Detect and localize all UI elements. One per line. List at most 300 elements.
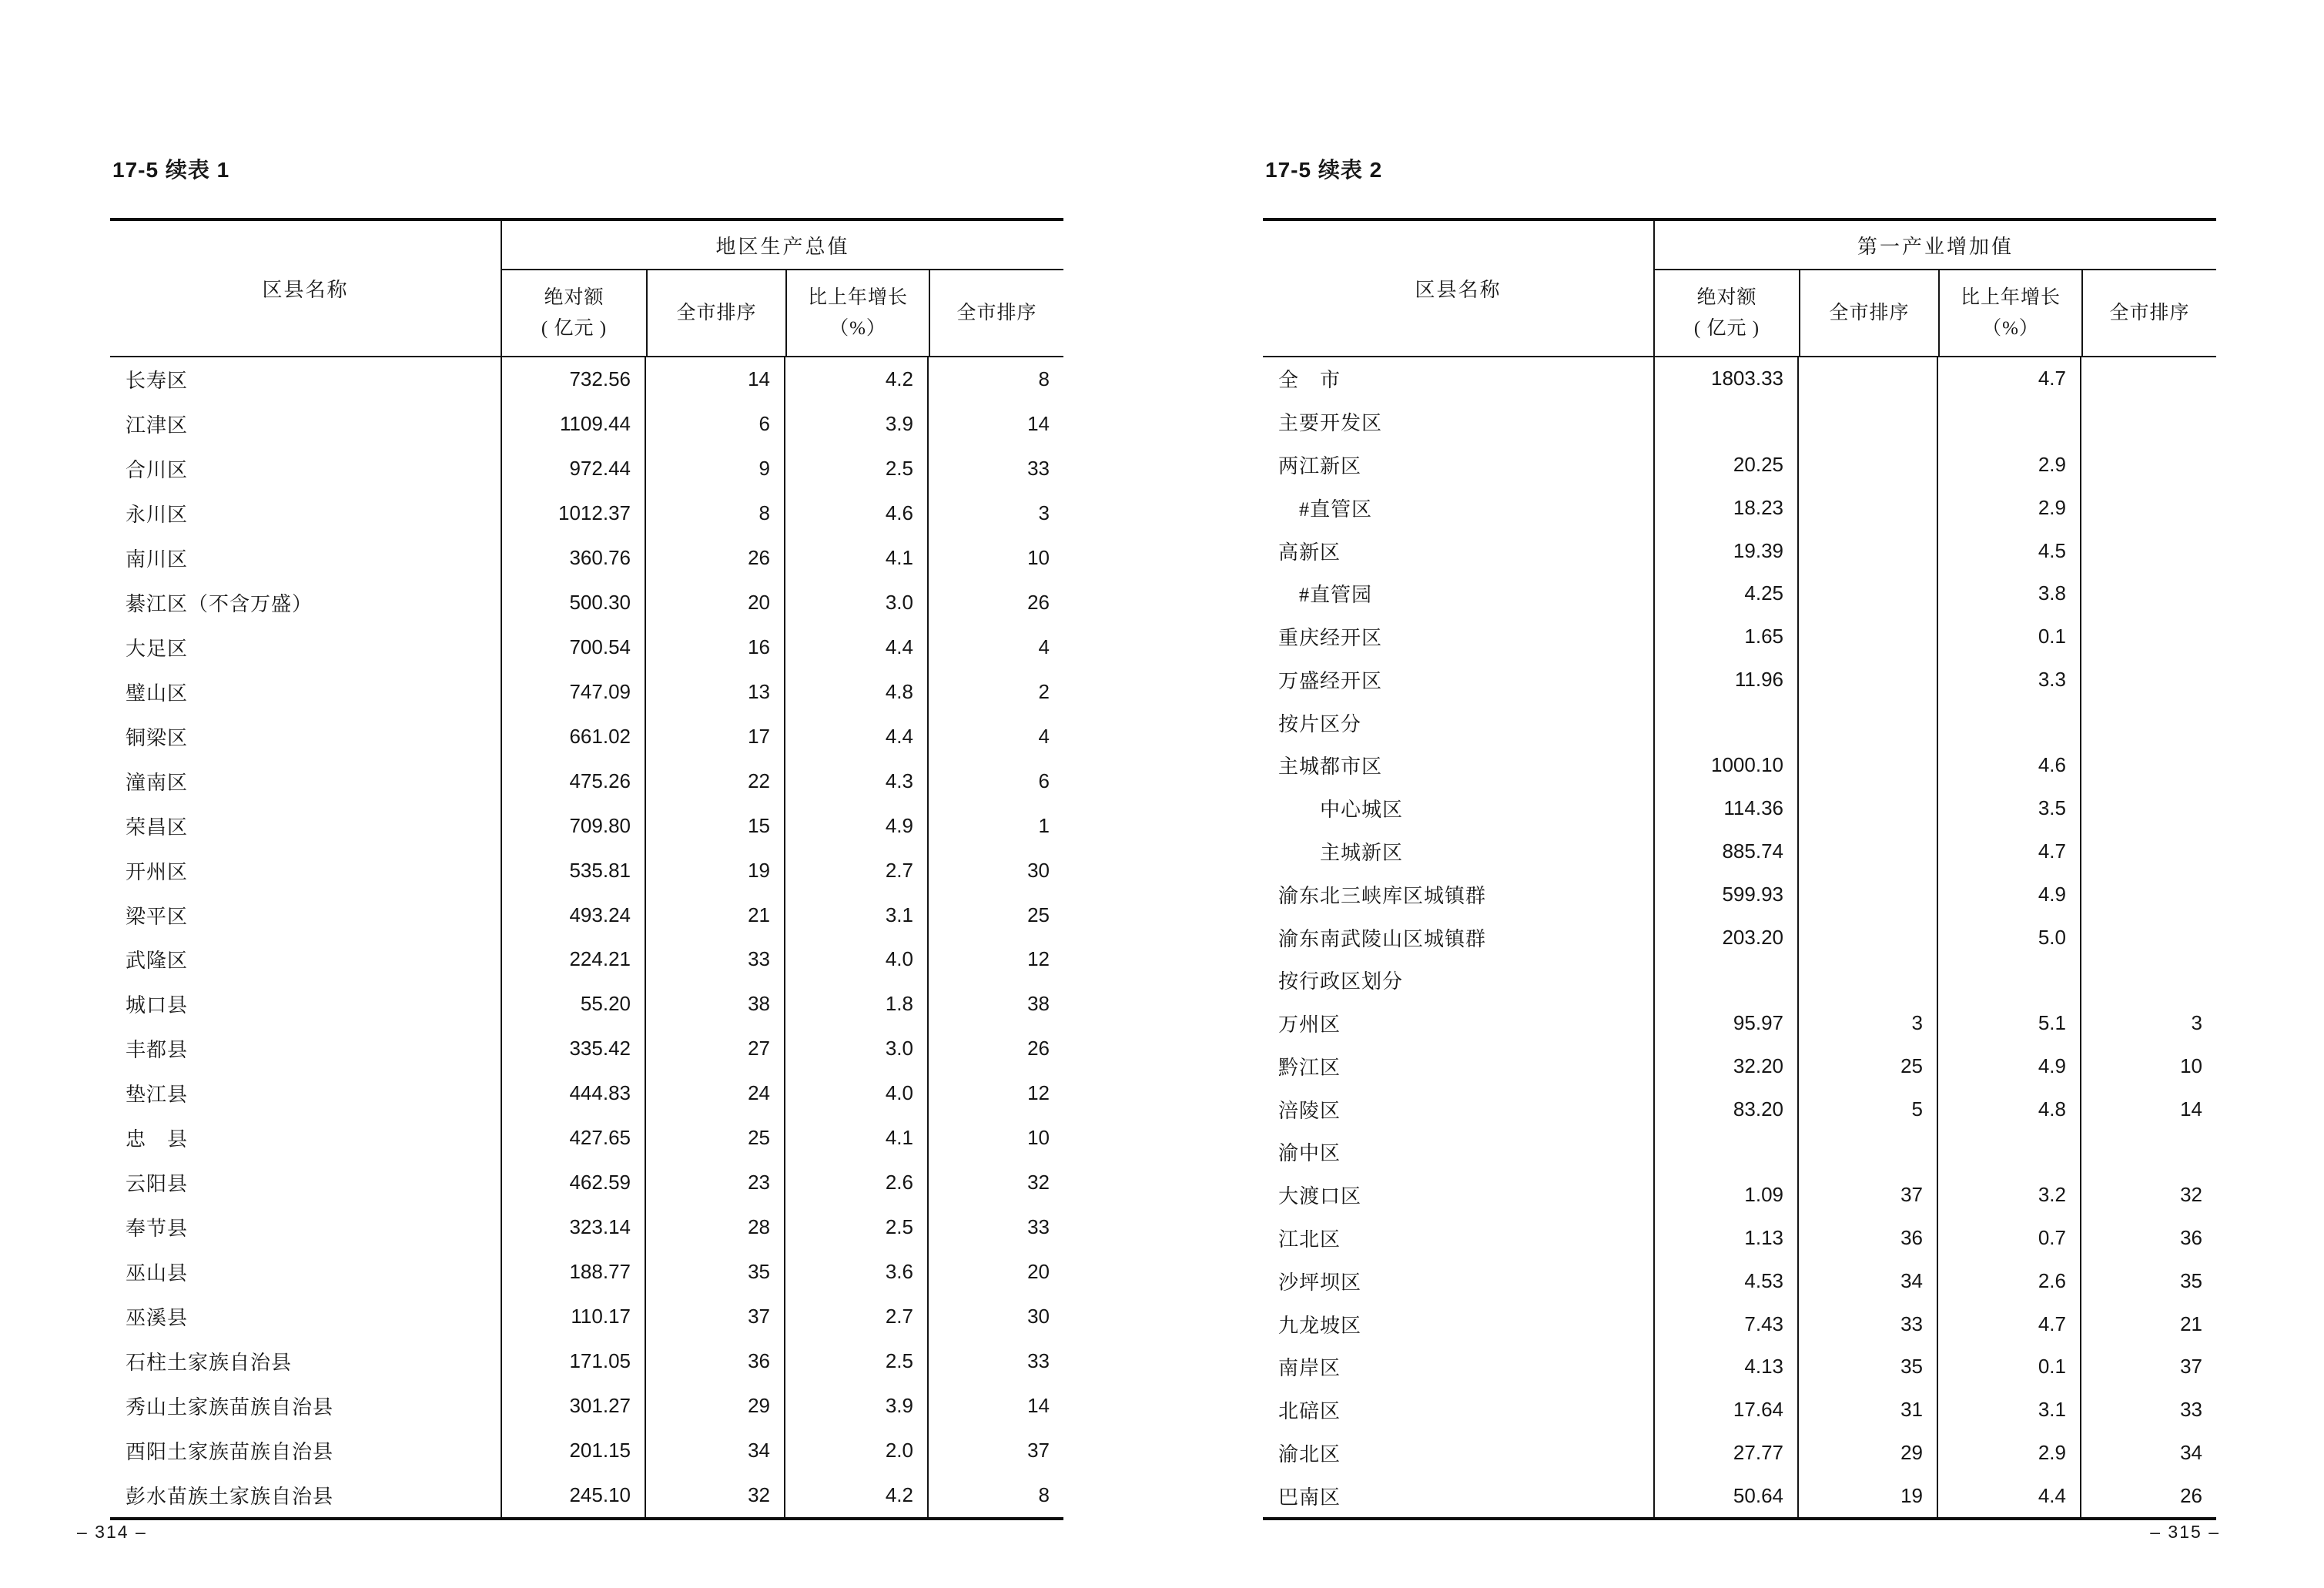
cell-city-rank [1797, 787, 1937, 830]
primary-industry-table [1263, 218, 2216, 1520]
cell-growth: 4.1 [784, 536, 927, 581]
row-region-name: 丰都县 [126, 1039, 189, 1062]
cell-absolute-value: 535.81 [501, 848, 645, 893]
cell-absolute-value: 1000.10 [1653, 744, 1797, 787]
table-row [1263, 1045, 2216, 1088]
cell-city-rank [1797, 873, 1937, 916]
cell-growth: 4.9 [1937, 1045, 2080, 1088]
cell-city-rank: 28 [645, 1205, 784, 1250]
cell-growth: 2.9 [1937, 486, 2080, 529]
cell-city-rank: 19 [645, 848, 784, 893]
cell-city-rank [1797, 357, 1937, 400]
cell-city-rank [1797, 658, 1937, 701]
row-region-name: 开州区 [126, 860, 189, 883]
table-row [110, 1294, 1063, 1338]
row-region-name: 万盛经开区 [1278, 669, 1383, 692]
group-column [501, 221, 1063, 356]
cell-growth: 4.2 [784, 357, 927, 402]
cell-absolute-value: 4.13 [1653, 1345, 1797, 1389]
cell-city-rank [2080, 357, 2216, 400]
cell-city-rank: 10 [927, 536, 1063, 581]
cell-city-rank: 8 [645, 491, 784, 536]
cell-city-rank: 23 [645, 1161, 784, 1205]
cell-city-rank: 3 [2080, 1002, 2216, 1045]
table-row [1263, 658, 2216, 701]
cell-growth: 4.2 [784, 1472, 927, 1517]
cell-growth: 3.3 [1937, 658, 2080, 701]
table-row [110, 1383, 1063, 1428]
row-region-name: 秀山土家族苗族自治县 [126, 1395, 334, 1419]
cell-city-rank: 26 [2080, 1474, 2216, 1517]
cell-city-rank [1797, 1131, 1937, 1174]
table-row [1263, 1087, 2216, 1131]
cell-city-rank: 8 [927, 357, 1063, 402]
cell-absolute-value: 972.44 [501, 447, 645, 491]
row-region-name: 九龙坡区 [1278, 1314, 1362, 1337]
cell-city-rank [2080, 830, 2216, 873]
cell-city-rank: 4 [927, 714, 1063, 759]
row-region-name: 綦江区（不含万盛） [126, 593, 313, 616]
header-line: 比上年增长 [807, 286, 908, 308]
row-region-name: 渝东南武陵山区城镇群 [1278, 927, 1487, 950]
cell-absolute-value: 747.09 [501, 669, 645, 714]
cell-city-rank: 33 [927, 1338, 1063, 1383]
table-row [110, 402, 1063, 447]
cell-city-rank: 32 [645, 1472, 784, 1517]
cell-growth: 4.7 [1937, 830, 2080, 873]
cell-city-rank: 26 [927, 1027, 1063, 1071]
group-column [1653, 221, 2216, 356]
table-row [110, 491, 1063, 536]
column-header-region-name: 区县名称 [262, 279, 349, 301]
table-row [110, 1161, 1063, 1205]
table-row [1263, 400, 2216, 444]
cell-absolute-value: 1.09 [1653, 1174, 1797, 1217]
cell-city-rank [1797, 744, 1937, 787]
cell-absolute-value: 11.96 [1653, 658, 1797, 701]
cell-growth: 0.7 [1937, 1217, 2080, 1260]
table-row [1263, 572, 2216, 615]
cell-growth: 3.2 [1937, 1174, 2080, 1217]
cell-city-rank: 38 [927, 982, 1063, 1027]
row-region-name: 石柱土家族自治县 [126, 1351, 293, 1374]
row-region-name: 重庆经开区 [1278, 627, 1383, 650]
group-header: 地区生产总值 [502, 221, 1063, 270]
cell-city-rank: 34 [1797, 1259, 1937, 1302]
table-header [110, 221, 1063, 357]
cell-city-rank: 37 [1797, 1174, 1937, 1217]
cell-growth: 4.4 [1937, 1474, 2080, 1517]
header-line: ( 亿元 ) [1693, 317, 1760, 339]
table-row [1263, 916, 2216, 959]
cell-city-rank: 26 [927, 581, 1063, 625]
header-line: 绝对额 [544, 286, 604, 308]
cell-growth: 4.8 [1937, 1087, 2080, 1131]
cell-city-rank: 19 [1797, 1474, 1937, 1517]
table-row [110, 759, 1063, 803]
cell-growth: 5.1 [1937, 1002, 2080, 1045]
cell-city-rank: 33 [1797, 1302, 1937, 1345]
cell-city-rank: 16 [645, 625, 784, 670]
column-header-absolute-value [502, 270, 646, 356]
cell-city-rank: 3 [1797, 1002, 1937, 1045]
row-region-name: #直管园 [1278, 584, 1373, 607]
cell-absolute-value: 50.64 [1653, 1474, 1797, 1517]
table-row [1263, 959, 2216, 1002]
cell-city-rank: 21 [645, 893, 784, 937]
cell-city-rank: 20 [927, 1249, 1063, 1294]
cell-city-rank: 38 [645, 982, 784, 1027]
cell-absolute-value: 201.15 [501, 1428, 645, 1472]
table-title: 17-5 续表 1 [112, 158, 230, 182]
cell-absolute-value: 17.64 [1653, 1389, 1797, 1432]
gdp-table [110, 218, 1063, 1520]
row-region-name: 按行政区划分 [1278, 970, 1404, 993]
table-row [110, 1428, 1063, 1472]
cell-growth: 3.9 [784, 402, 927, 447]
cell-absolute-value: 83.20 [1653, 1087, 1797, 1131]
column-header-city-rank [646, 270, 785, 356]
cell-city-rank: 14 [927, 1383, 1063, 1428]
cell-absolute-value: 599.93 [1653, 873, 1797, 916]
row-region-name: 巴南区 [1278, 1486, 1341, 1509]
cell-city-rank [2080, 658, 2216, 701]
cell-growth: 2.9 [1937, 1432, 2080, 1475]
cell-city-rank: 5 [1797, 1087, 1937, 1131]
cell-growth: 4.7 [1937, 1302, 2080, 1345]
cell-absolute-value: 427.65 [501, 1116, 645, 1161]
row-region-name: 梁平区 [126, 905, 189, 928]
table-body [1263, 357, 2216, 1517]
cell-city-rank: 27 [645, 1027, 784, 1071]
cell-growth [1937, 1131, 2080, 1174]
table-row [110, 1027, 1063, 1071]
table-row [110, 447, 1063, 491]
row-region-name: 涪陵区 [1278, 1099, 1341, 1122]
cell-absolute-value: 444.83 [501, 1071, 645, 1116]
cell-city-rank [1797, 916, 1937, 959]
table-title: 17-5 续表 2 [1265, 158, 1383, 182]
cell-city-rank: 30 [927, 848, 1063, 893]
cell-absolute-value: 700.54 [501, 625, 645, 670]
cell-absolute-value: 323.14 [501, 1205, 645, 1250]
cell-city-rank [2080, 916, 2216, 959]
table-row [110, 1472, 1063, 1517]
page-number: – 314 – [77, 1522, 147, 1542]
column-header-growth [785, 270, 929, 356]
table-header [1263, 221, 2216, 357]
table-row [1263, 1345, 2216, 1389]
cell-growth: 2.5 [784, 447, 927, 491]
cell-city-rank: 13 [645, 669, 784, 714]
cell-growth [1937, 959, 2080, 1002]
cell-growth: 2.7 [784, 848, 927, 893]
cell-absolute-value: 493.24 [501, 893, 645, 937]
cell-city-rank [2080, 787, 2216, 830]
row-region-name: 全 市 [1278, 369, 1341, 392]
header-line: 比上年增长 [1960, 286, 2061, 308]
cell-city-rank: 14 [927, 402, 1063, 447]
cell-city-rank [2080, 572, 2216, 615]
cell-city-rank: 25 [1797, 1045, 1937, 1088]
table-row [1263, 873, 2216, 916]
cell-city-rank [2080, 701, 2216, 744]
table-row [1263, 615, 2216, 658]
cell-city-rank: 24 [645, 1071, 784, 1116]
cell-city-rank [2080, 529, 2216, 572]
row-region-name: 合川区 [126, 459, 189, 482]
row-region-name: 南川区 [126, 548, 189, 571]
cell-absolute-value [1653, 400, 1797, 444]
table-row [110, 625, 1063, 670]
cell-absolute-value: 462.59 [501, 1161, 645, 1205]
header-line: （%） [1982, 317, 2039, 339]
row-region-name: 巫山县 [126, 1261, 189, 1285]
row-region-name: 荣昌区 [126, 816, 189, 839]
cell-absolute-value: 335.42 [501, 1027, 645, 1071]
cell-city-rank: 12 [927, 1071, 1063, 1116]
cell-absolute-value: 1.65 [1653, 615, 1797, 658]
cell-growth [1937, 400, 2080, 444]
row-region-name: 主城新区 [1278, 841, 1404, 864]
table-row [110, 1338, 1063, 1383]
column-header-absolute-value [1655, 270, 1799, 356]
cell-growth: 3.1 [784, 893, 927, 937]
cell-growth: 1.8 [784, 982, 927, 1027]
cell-city-rank: 15 [645, 803, 784, 848]
row-region-name: 主要开发区 [1278, 412, 1383, 435]
cell-city-rank: 33 [2080, 1389, 2216, 1432]
header-line: 绝对额 [1696, 286, 1757, 308]
table-row [1263, 444, 2216, 487]
row-region-name: 垫江县 [126, 1084, 189, 1107]
row-region-name: #直管区 [1278, 498, 1373, 521]
cell-city-rank: 36 [1797, 1217, 1937, 1260]
cell-city-rank: 30 [927, 1294, 1063, 1338]
cell-city-rank [1797, 529, 1937, 572]
cell-city-rank: 36 [2080, 1217, 2216, 1260]
cell-absolute-value: 55.20 [501, 982, 645, 1027]
cell-city-rank [2080, 400, 2216, 444]
row-region-name: 城口县 [126, 994, 189, 1017]
cell-city-rank: 22 [645, 759, 784, 803]
cell-city-rank: 35 [2080, 1259, 2216, 1302]
cell-city-rank: 20 [645, 581, 784, 625]
row-region-name: 酉阳土家族苗族自治县 [126, 1440, 334, 1463]
page-right [1162, 0, 2324, 1588]
column-header-region-name: 区县名称 [1415, 279, 1502, 301]
row-region-name: 武隆区 [126, 950, 189, 973]
table-row [110, 1116, 1063, 1161]
cell-absolute-value: 1803.33 [1653, 357, 1797, 400]
cell-absolute-value: 110.17 [501, 1294, 645, 1338]
row-region-name: 渝北区 [1278, 1442, 1341, 1466]
table-row [1263, 1259, 2216, 1302]
cell-absolute-value: 20.25 [1653, 444, 1797, 487]
row-region-name: 彭水苗族土家族自治县 [126, 1485, 334, 1508]
table-row [110, 982, 1063, 1027]
row-region-name: 大足区 [126, 637, 189, 660]
row-region-name: 奉节县 [126, 1217, 189, 1240]
cell-absolute-value: 171.05 [501, 1338, 645, 1383]
cell-growth: 4.0 [784, 1071, 927, 1116]
cell-absolute-value: 7.43 [1653, 1302, 1797, 1345]
cell-absolute-value: 188.77 [501, 1249, 645, 1294]
cell-city-rank: 37 [645, 1294, 784, 1338]
table-row [110, 1249, 1063, 1294]
cell-absolute-value: 32.20 [1653, 1045, 1797, 1088]
cell-city-rank [2080, 959, 2216, 1002]
table-row [110, 357, 1063, 402]
table-row [1263, 1174, 2216, 1217]
cell-growth: 3.6 [784, 1249, 927, 1294]
table-row [110, 893, 1063, 937]
cell-growth: 2.9 [1937, 444, 2080, 487]
cell-city-rank [2080, 1131, 2216, 1174]
cell-city-rank: 17 [645, 714, 784, 759]
cell-absolute-value: 114.36 [1653, 787, 1797, 830]
cell-growth: 2.7 [784, 1294, 927, 1338]
cell-city-rank: 2 [927, 669, 1063, 714]
table-body [110, 357, 1063, 1517]
row-region-name: 按片区分 [1278, 712, 1362, 735]
row-region-name: 两江新区 [1278, 454, 1362, 477]
table-row [1263, 830, 2216, 873]
cell-absolute-value: 19.39 [1653, 529, 1797, 572]
table-row [110, 1071, 1063, 1116]
cell-growth: 3.1 [1937, 1389, 2080, 1432]
cell-city-rank [1797, 830, 1937, 873]
table-row [1263, 701, 2216, 744]
cell-growth: 4.7 [1937, 357, 2080, 400]
cell-absolute-value: 360.76 [501, 536, 645, 581]
row-region-name: 江北区 [1278, 1228, 1341, 1251]
cell-city-rank [2080, 444, 2216, 487]
cell-city-rank [1797, 400, 1937, 444]
row-region-name: 南岸区 [1278, 1357, 1341, 1380]
cell-absolute-value: 1.13 [1653, 1217, 1797, 1260]
cell-growth: 5.0 [1937, 916, 2080, 959]
cell-absolute-value: 885.74 [1653, 830, 1797, 873]
cell-city-rank: 37 [927, 1428, 1063, 1472]
column-header-city-rank [2081, 270, 2216, 356]
cell-city-rank: 4 [927, 625, 1063, 670]
row-region-name: 高新区 [1278, 541, 1341, 564]
cell-absolute-value: 1109.44 [501, 402, 645, 447]
cell-growth: 4.4 [784, 625, 927, 670]
cell-city-rank: 35 [645, 1249, 784, 1294]
cell-absolute-value: 475.26 [501, 759, 645, 803]
cell-city-rank [2080, 486, 2216, 529]
cell-city-rank: 6 [645, 402, 784, 447]
header-line: ( 亿元 ) [541, 317, 608, 339]
table-row [1263, 1131, 2216, 1174]
row-region-name: 巫溪县 [126, 1306, 189, 1329]
cell-growth: 2.0 [784, 1428, 927, 1472]
table-row [1263, 787, 2216, 830]
column-header-city-rank [929, 270, 1063, 356]
sub-header-row [502, 270, 1063, 356]
table-row [110, 848, 1063, 893]
cell-growth: 2.5 [784, 1205, 927, 1250]
cell-city-rank [1797, 701, 1937, 744]
cell-absolute-value: 301.27 [501, 1383, 645, 1428]
cell-city-rank: 10 [927, 1116, 1063, 1161]
cell-absolute-value [1653, 959, 1797, 1002]
cell-absolute-value: 27.77 [1653, 1432, 1797, 1475]
cell-city-rank: 8 [927, 1472, 1063, 1517]
cell-absolute-value: 245.10 [501, 1472, 645, 1517]
table-row [1263, 744, 2216, 787]
table-row [1263, 1474, 2216, 1517]
cell-city-rank: 33 [927, 1205, 1063, 1250]
cell-growth: 3.9 [784, 1383, 927, 1428]
table-row [1263, 1432, 2216, 1475]
sub-header-row [1655, 270, 2216, 356]
cell-growth: 4.1 [784, 1116, 927, 1161]
cell-city-rank: 32 [927, 1161, 1063, 1205]
cell-city-rank: 25 [927, 893, 1063, 937]
cell-city-rank [1797, 615, 1937, 658]
cell-growth: 4.6 [784, 491, 927, 536]
table-row [110, 803, 1063, 848]
cell-growth: 4.5 [1937, 529, 2080, 572]
cell-growth: 3.0 [784, 581, 927, 625]
cell-growth: 4.6 [1937, 744, 2080, 787]
cell-absolute-value [1653, 1131, 1797, 1174]
cell-city-rank: 1 [927, 803, 1063, 848]
cell-absolute-value: 224.21 [501, 937, 645, 982]
row-region-name: 沙坪坝区 [1278, 1271, 1362, 1294]
row-region-name: 万州区 [1278, 1013, 1341, 1037]
row-region-name: 铜梁区 [126, 726, 189, 749]
table-row [110, 714, 1063, 759]
header-line: （%） [829, 317, 886, 339]
row-region-name: 江津区 [126, 414, 189, 437]
cell-city-rank [2080, 873, 2216, 916]
row-region-name: 大渡口区 [1278, 1185, 1362, 1208]
cell-growth: 3.5 [1937, 787, 2080, 830]
cell-city-rank [2080, 615, 2216, 658]
cell-city-rank: 34 [645, 1428, 784, 1472]
header-line: 全市排序 [1829, 302, 1910, 323]
cell-growth: 4.0 [784, 937, 927, 982]
row-region-name: 黔江区 [1278, 1056, 1341, 1079]
group-header: 第一产业增加值 [1655, 221, 2216, 270]
row-region-name: 永川区 [126, 504, 189, 527]
cell-growth: 0.1 [1937, 1345, 2080, 1389]
row-region-name: 渝东北三峡库区城镇群 [1278, 884, 1487, 907]
cell-city-rank: 25 [645, 1116, 784, 1161]
cell-growth: 2.6 [1937, 1259, 2080, 1302]
cell-city-rank: 21 [2080, 1302, 2216, 1345]
table-row [110, 937, 1063, 982]
table-row [1263, 1302, 2216, 1345]
cell-growth: 4.9 [1937, 873, 2080, 916]
cell-absolute-value: 709.80 [501, 803, 645, 848]
cell-city-rank [1797, 572, 1937, 615]
cell-growth: 0.1 [1937, 615, 2080, 658]
cell-city-rank: 26 [645, 536, 784, 581]
cell-growth: 4.3 [784, 759, 927, 803]
cell-city-rank: 36 [645, 1338, 784, 1383]
page-number: – 315 – [2150, 1522, 2220, 1542]
cell-city-rank: 9 [645, 447, 784, 491]
cell-absolute-value: 95.97 [1653, 1002, 1797, 1045]
row-region-name: 北碚区 [1278, 1400, 1341, 1423]
cell-absolute-value: 661.02 [501, 714, 645, 759]
cell-city-rank: 3 [927, 491, 1063, 536]
